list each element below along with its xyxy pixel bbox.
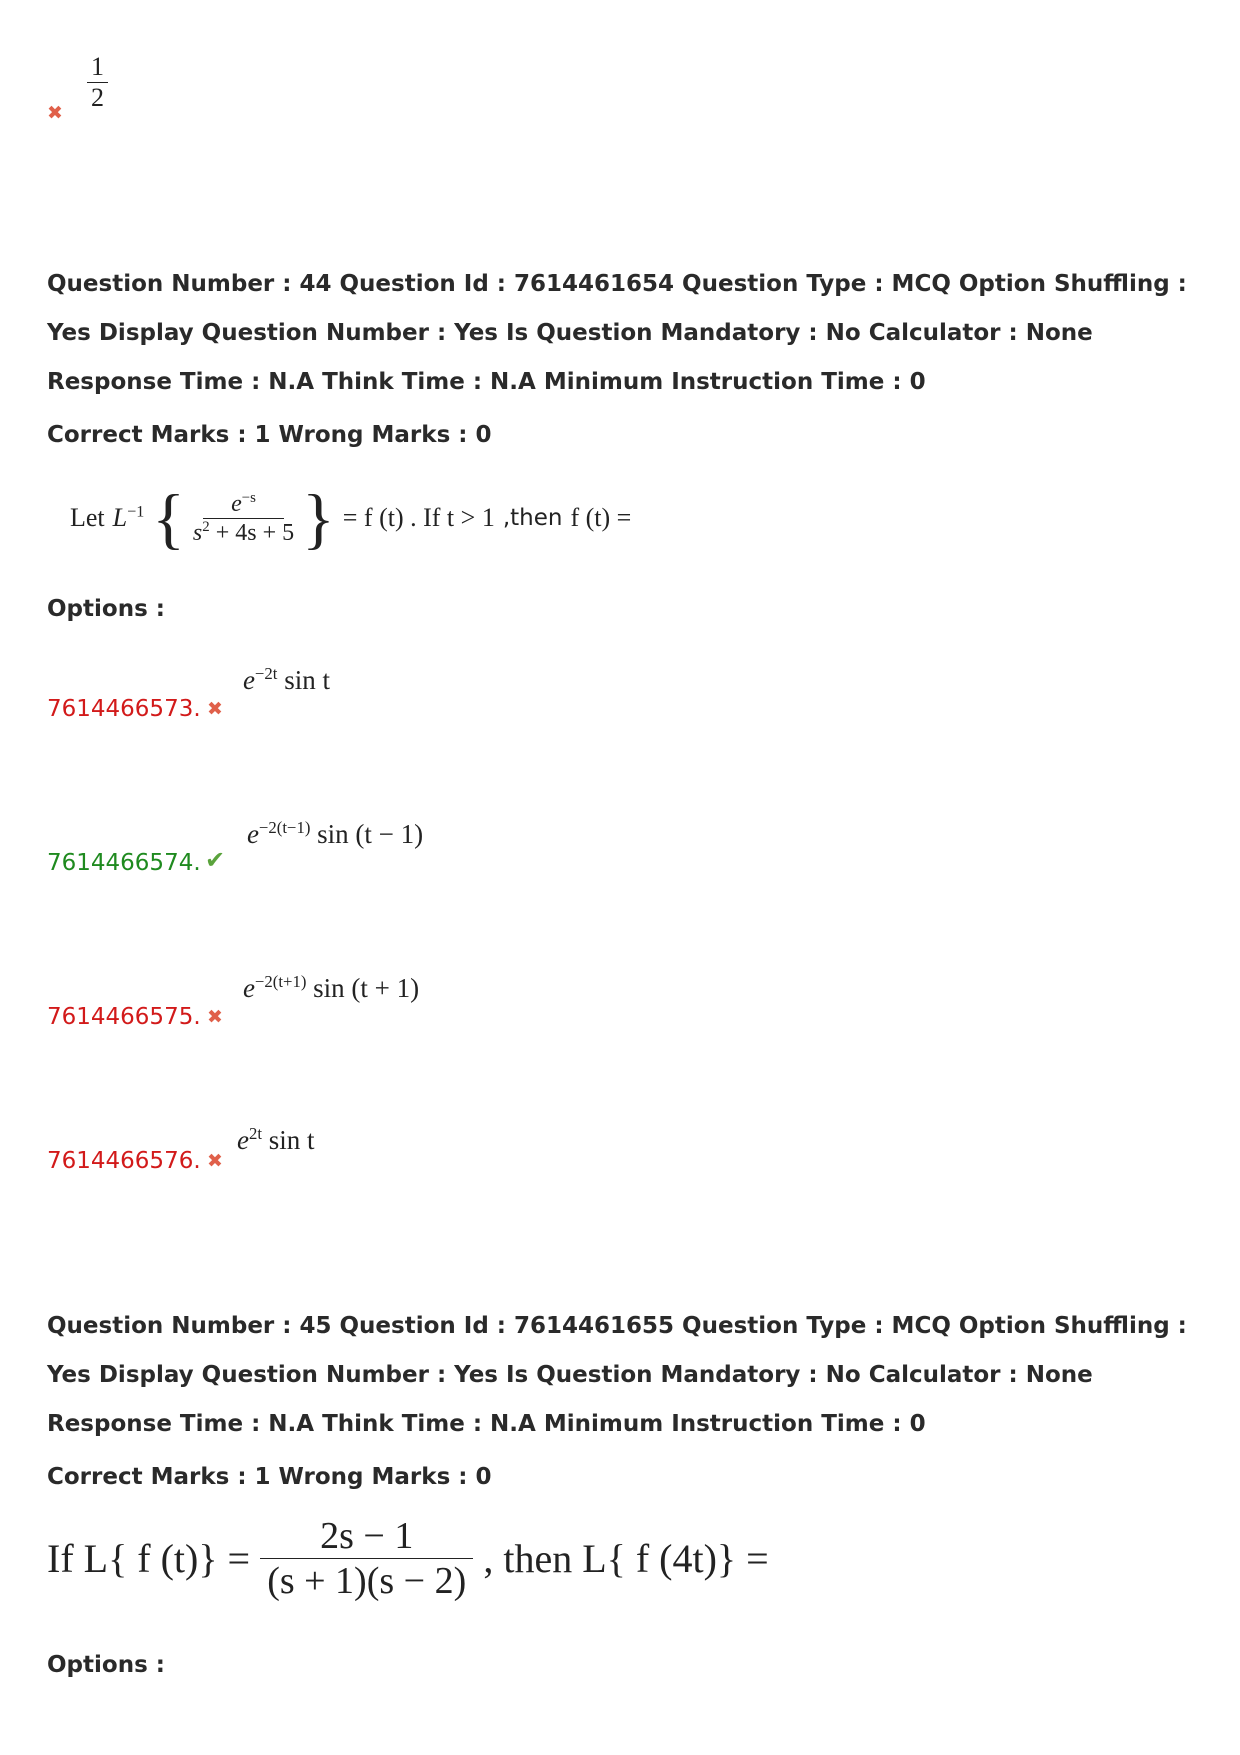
x-mark-icon: ✖ [47,102,63,124]
x-mark-icon: ✖ [207,1006,223,1028]
option-id: 7614466573. [47,696,201,722]
stem-lead: Let [70,503,105,532]
question-44-marks: Correct Marks : 1 Wrong Marks : 0 [47,422,492,448]
stem-fraction [260,1514,473,1603]
stem-tail-1: = f (t) . If t > 1 [342,503,495,532]
question-44-stem [70,480,632,556]
option-id: 7614466575. [47,1004,201,1030]
option-formula: $e^{2t}$ sin t [237,1124,315,1155]
question-45-meta: Question Number : 45 Question Id : 7614461655 Question Type : MCQ Option Shuffling : Yes Display Question Number : Yes Is Question Mandatory : No Calculator : None Response Time : N.A Think Time : N.A Minimum Instruction Time : 0 [47,1313,1187,1437]
option-row[interactable] [47,818,647,878]
stem-numerator: $e^{-s}$ [203,490,284,519]
question-45-marks: Correct Marks : 1 Wrong Marks : 0 [47,1464,492,1490]
check-mark-icon: ✔ [205,846,226,874]
laplace-inverse: $L^{-1}$ [112,503,145,532]
stem-denominator: (s + 1)(s − 2) [267,1560,467,1602]
stem-tail: , then L{ f (4t)} = [483,1536,769,1581]
option-id: 7614466576. [47,1148,201,1174]
fraction-denominator: 2 [91,83,104,112]
stem-lead: If L{ f (t)} = [47,1536,251,1581]
stem-tail-2: ,then [502,505,563,531]
option-row[interactable] [47,664,547,724]
stem-fraction [193,490,294,547]
question-45-stem [47,1514,769,1603]
option-id: 7614466574. [47,850,201,876]
question-45-options-label: Options : [47,1652,165,1678]
prev-option-fraction [87,52,108,113]
stem-numerator: 2s − 1 [260,1514,473,1559]
question-44-options-label: Options : [47,596,165,622]
right-brace: } [302,480,335,556]
option-formula: $e^{-2(t+1)}$ sin (t + 1) [243,972,420,1003]
option-formula: $e^{-2(t-1)}$ sin (t − 1) [247,818,424,849]
option-row[interactable] [47,972,647,1032]
stem-denominator: $s^2 + 4s + 5$ [192,518,295,546]
x-mark-icon: ✖ [207,1150,223,1172]
option-row[interactable] [47,1124,547,1184]
left-brace: { [152,480,185,556]
fraction-numerator: 1 [87,52,108,83]
stem-tail-3: f (t) = [570,503,632,532]
x-mark-icon: ✖ [207,698,223,720]
option-formula: $e^{-2t}$ sin t [243,664,330,695]
question-44-meta: Question Number : 44 Question Id : 7614461654 Question Type : MCQ Option Shuffling : Yes Display Question Number : Yes Is Question Mandatory : No Calculator : None Response Time : N.A Think Time : N.A Minimum Instruction Time : 0 [47,271,1187,395]
